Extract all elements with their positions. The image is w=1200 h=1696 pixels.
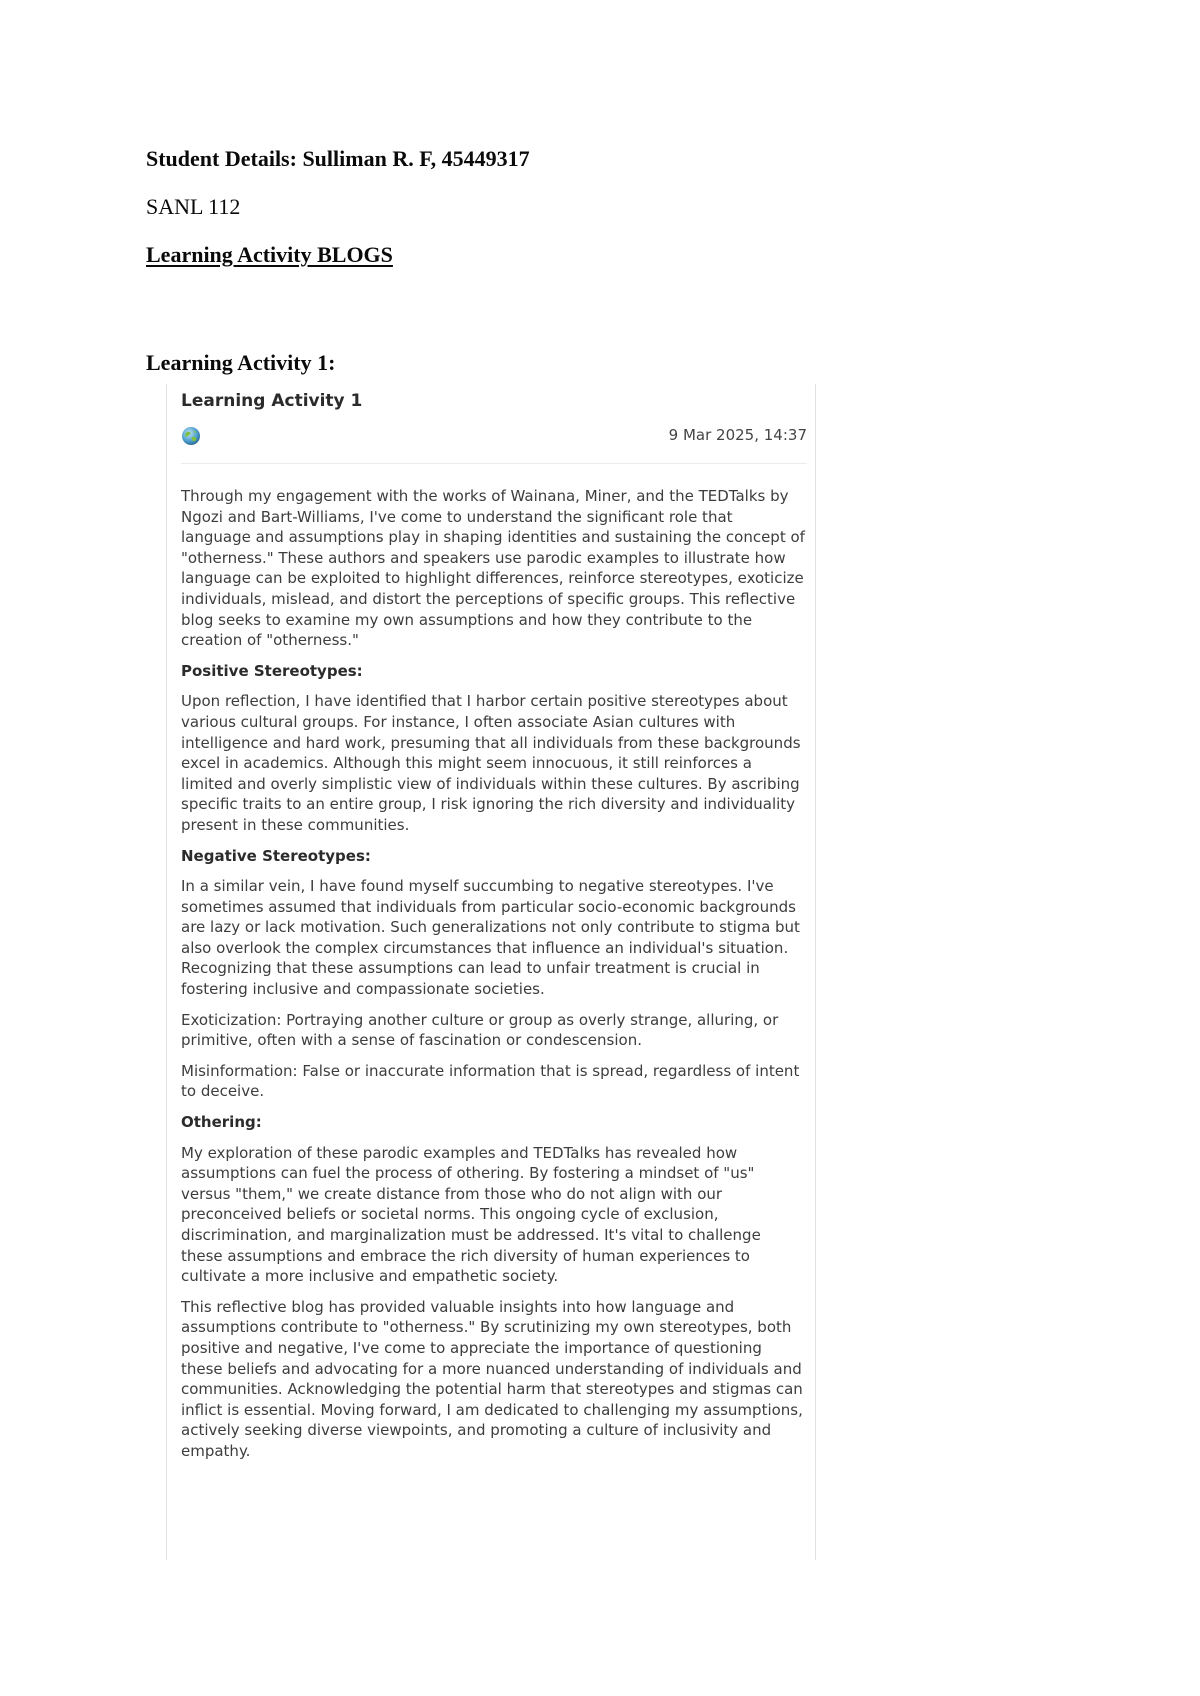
othering-text: My exploration of these parodic examples and TEDTalks has revealed how assumptions can fuel the process of othering. By fostering a mindset of "us" versus "them," we create distance from those who do not align with our preconceived beliefs or societal norms. This ongoing cycle of exclusion, discrimination, and marginalization must be addressed. It's vital to challenge these assumptions and embrace the rich diversity of human experiences to cultivate a more inclusive and empathetic society. xyxy=(181,1143,761,1286)
globe-icon xyxy=(181,426,201,446)
negative-stereotypes-text: In a similar vein, I have found myself succumbing to negative stereotypes. I've sometimes assumed that individuals from particular socio-economic backgrounds are lazy or lack motivation. Such generalizations not only contribute to stigma but also overlook the complex circumstances that influence an individual's situation. Recognizing that these assumptions can lead to unfair treatment is crucial in fostering inclusive and compassionate societies. xyxy=(181,877,800,999)
conclusion-text: This reflective blog has provided valuable insights into how language and assumptions contribute to "otherness." By scrutinizing my own stereotypes, both positive and negative, I've come to appreciate the importance of questioning these beliefs and advocating for a more nuanced understanding of individuals and communities. Acknowledging the potential harm that stereotypes and stigmas can inflict is essential. Moving forward, I am dedicated to challenging my assumptions, actively seeking diverse viewpoints, and promoting a culture of inclusivity and empathy. xyxy=(181,1297,803,1460)
course-code: SANL 112 xyxy=(146,194,241,219)
post-body xyxy=(181,486,807,1472)
post-intro: Through my engagement with the works of Wainana, Miner, and the TEDTalks by Ngozi and Bart-Williams, I've come to understand the significant role that language and assumptions play in shaping identities and sustaining the concept of "otherness." These authors and speakers use parodic examples to illustrate how language can be exploited to highlight differences, reinforce stereotypes, exoticize individuals, mislead, and distort the perceptions of specific groups. This reflective blog seeks to examine my own assumptions and how they contribute to the creation of "otherness." xyxy=(181,487,805,650)
negative-stereotypes-heading: Negative Stereotypes: xyxy=(181,846,371,865)
student-details: Student Details: Sulliman R. F, 45449317 xyxy=(146,146,530,171)
blog-post-card xyxy=(166,384,816,1560)
positive-stereotypes-heading: Positive Stereotypes: xyxy=(181,661,363,680)
section-heading: Learning Activity 1: xyxy=(146,350,336,375)
header-divider xyxy=(181,463,807,464)
misinformation-text: Misinformation: False or inaccurate information that is spread, regardless of intent to deceive. xyxy=(181,1061,800,1101)
document-title: Learning Activity BLOGS xyxy=(146,242,393,267)
othering-heading: Othering: xyxy=(181,1113,262,1132)
positive-stereotypes-text: Upon reflection, I have identified that I harbor certain positive stereotypes about various cultural groups. For instance, I often associate Asian cultures with intelligence and hard work, presuming that all individuals from these backgrounds excel in academics. Although this might seem innocuous, it still reinforces a limited and overly simplistic view of individuals within these cultures. By ascribing specific traits to an entire group, I risk ignoring the rich diversity and individuality present in these communities. xyxy=(181,692,801,834)
post-timestamp: 9 Mar 2025, 14:37 xyxy=(668,426,807,444)
exoticization-text: Exoticization: Portraying another culture or group as overly strange, alluring, or primitive, often with a sense of fascination or condescension. xyxy=(181,1010,779,1050)
post-title: Learning Activity 1 xyxy=(181,391,363,411)
